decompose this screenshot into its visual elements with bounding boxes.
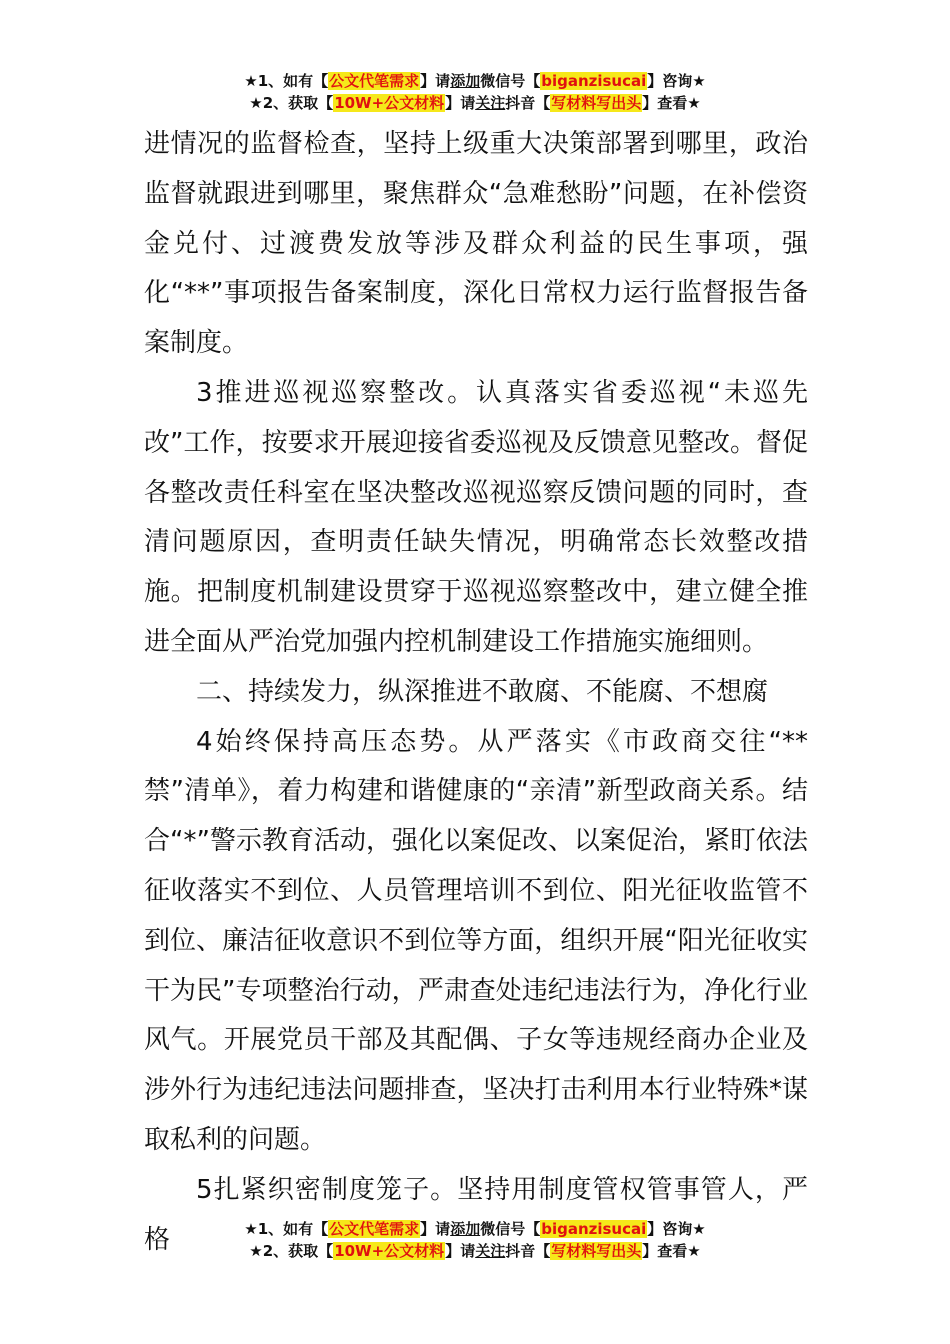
highlight-materials: 10W+公文材料: [334, 1242, 445, 1260]
highlight-douyin: 写材料写出头: [551, 94, 642, 112]
document-body: [144, 120, 808, 1265]
paragraph-2: 3推进巡视巡察整改。认真落实省委巡视“未巡先改”工作，按要求开展迎接省委巡视及反馈意见整改。督促各整改责任科室在坚决整改巡视巡察反馈问题的同时，查清问题原因，查明责任缺失情况，明确常态长效整改措施。把制度机制建设贯穿于巡视巡察整改中，建立健全推进全面从严治党加强内控机制建设工作措施实施细则。: [144, 377, 808, 657]
highlight-service: 公文代笔需求: [329, 72, 420, 90]
highlight-materials: 10W+公文材料: [334, 94, 445, 112]
highlight-wechat-id: biganzisucai: [541, 72, 647, 90]
header-banner-line-1: ★1、如有【公文代笔需求】请添加微信号【biganzisucai】咨询★: [244, 72, 706, 90]
section-heading-2: 二、持续发力，纵深推进不敢腐、不能腐、不想腐: [196, 676, 769, 707]
paragraph-1: 进情况的监督检查，坚持上级重大决策部署到哪里，政治监督就跟进到哪里，聚焦群众“急难愁盼”问题，在补偿资金兑付、过渡费发放等涉及群众利益的民生事项，强化“**”事项报告备案制度，深化日常权力运行监督报告备案制度。: [144, 129, 808, 359]
footer-banner-line-2: ★2、获取【10W+公文材料】请关注抖音【写材料写出头】查看★: [249, 1242, 701, 1260]
header-banner-line-2: ★2、获取【10W+公文材料】请关注抖音【写材料写出头】查看★: [249, 94, 701, 112]
highlight-douyin: 写材料写出头: [551, 1242, 642, 1260]
footer-banner: [0, 1218, 950, 1262]
footer-banner-line-1: ★1、如有【公文代笔需求】请添加微信号【biganzisucai】咨询★: [244, 1220, 706, 1238]
paragraph-4: 5扎紧织密制度笼子。坚持用制度管权管事管人，严格: [144, 1174, 808, 1255]
header-banner: [0, 70, 950, 114]
highlight-service: 公文代笔需求: [329, 1220, 420, 1238]
highlight-wechat-id: biganzisucai: [541, 1220, 647, 1238]
paragraph-3: 4始终保持高压态势。从严落实《市政商交往“**禁”清单》，着力构建和谐健康的“亲清”新型政商关系。结合“*”警示教育活动，强化以案促改、以案促治，紧盯依法征收落实不到位、人员管理培训不到位、阳光征收监管不到位、廉洁征收意识不到位等方面，组织开展“阳光征收实干为民”专项整治行动，严肃查处违纪违法行为，净化行业风气。开展党员干部及其配偶、子女等违规经商办企业及涉外行为违纪违法问题排查，坚决打击利用本行业特殊*谋取私利的问题。: [144, 726, 808, 1155]
